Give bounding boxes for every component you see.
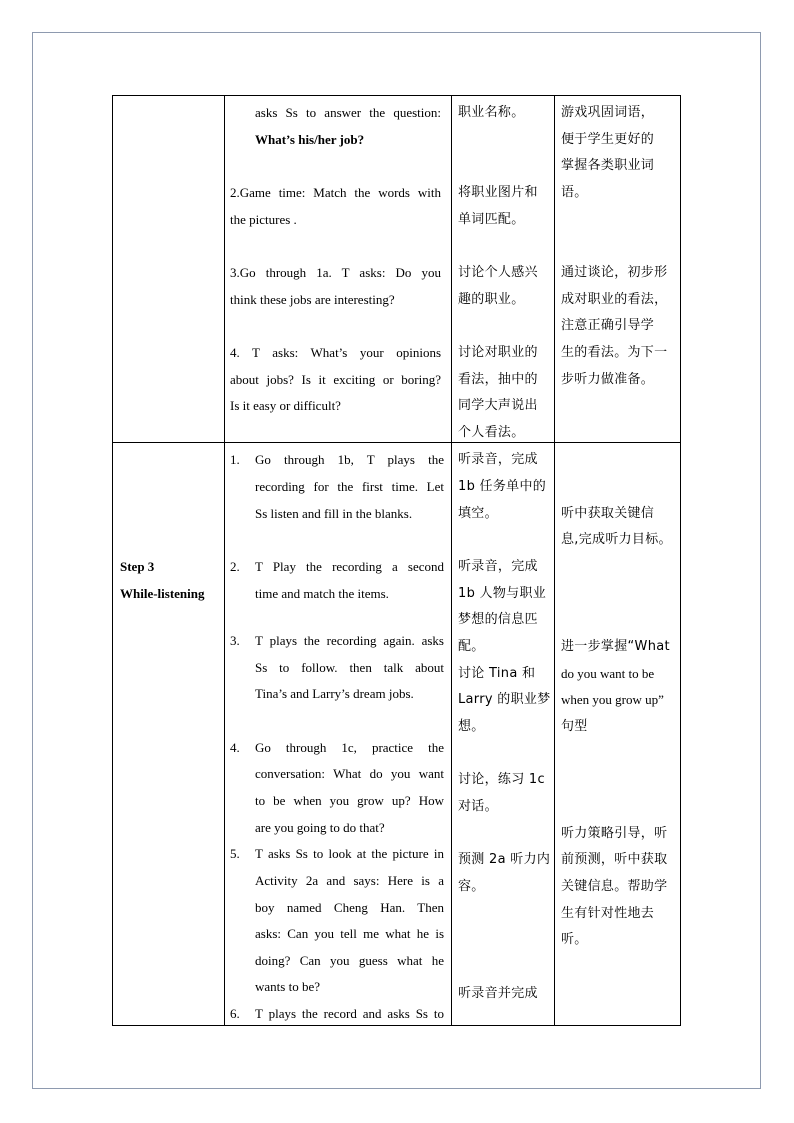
intent-line: 听力策略引导，听 [561,826,668,841]
intent-line: do you want to be [561,666,655,681]
step-name: While-listening [120,586,205,601]
intent-line: when you grow up” [561,692,664,707]
row-divider [112,442,681,443]
item-line: Tina’s and Larry’s dream jobs. [255,686,414,701]
student-line: 对话。 [458,799,498,814]
student-line: 听录音，完成 [458,452,538,467]
item-number: 5. [230,846,240,861]
student-line: 单词匹配。 [458,212,525,227]
table-border-right [680,95,681,1026]
column-divider-1 [224,95,225,1026]
intent-line: 便于学生更好的 [561,132,655,147]
student-line: 预测 2a 听力内 [458,852,551,867]
item-line: are you going to do that? [255,820,385,835]
intent-line: 游戏巩固词语， [561,105,655,120]
item-line: asks: Can you tell me what he is [255,926,444,941]
student-line: 讨论个人感兴 [458,265,538,280]
intent-line: 生的看法。为下一 [561,345,668,360]
item-line: T Play the recording a second [255,559,444,574]
intent-line: 息,完成听力目标。 [561,532,672,547]
student-line: Larry 的职业梦 [458,692,551,707]
intent-line: 句型 [561,719,588,734]
student-line: 听录音，完成 [458,559,538,574]
intent-line: 听。 [561,932,588,947]
student-line: 听录音并完成 [458,986,538,1001]
item-line: Activity 2a and says: Here is a [255,873,444,888]
student-line: 容。 [458,879,485,894]
activity-intro-line-1: asks Ss to answer the question: [255,105,441,120]
item-number: 3. [230,633,240,648]
intent-line: 前预测，听中获取 [561,852,668,867]
item-line: T plays the record and asks Ss to [255,1006,444,1021]
item-line: recording for the first time. Let [255,479,444,494]
column-divider-3 [554,95,555,1026]
step-title: Step 3 [120,559,155,574]
student-line: 同学大声说出 [458,398,538,413]
intent-line: 注意正确引导学 [561,318,655,333]
student-line: 想。 [458,719,485,734]
intent-line: 听中获取关键信 [561,506,655,521]
activity-item-4-line-1: 4. T asks: What’s your opinions [230,345,441,360]
student-line: 讨论对职业的 [458,345,538,360]
activity-intro-question: What’s his/her job? [255,132,365,147]
activity-item-2-line-2: the pictures . [230,212,297,227]
intent-line: 生有针对性地去 [561,906,655,921]
activity-item-4-line-2: about jobs? Is it exciting or boring? [230,372,441,387]
item-line: Ss listen and fill in the blanks. [255,506,413,521]
item-line: to be when you grow up? How [255,793,444,808]
student-line: 讨论 Tina 和 [458,666,536,681]
intent-line: 掌握各类职业词 [561,158,655,173]
student-line: 个人看法。 [458,425,525,440]
student-line: 将职业图片和 [458,185,538,200]
student-line: 1b 任务单中的 [458,479,547,494]
lesson-plan-table [112,95,681,1026]
student-line: 职业名称。 [458,105,525,120]
activity-item-4-line-3: Is it easy or difficult? [230,398,341,413]
table-border-top [112,95,681,96]
student-line: 配。 [458,639,485,654]
item-line: Ss to follow. then talk about [255,660,444,675]
item-number: 6. [230,1006,240,1021]
item-line: doing? Can you guess what he [255,953,444,968]
column-divider-2 [451,95,452,1026]
item-line: conversation: What do you want [255,766,444,781]
intent-line: 成对职业的看法， [561,292,668,307]
student-line: 填空。 [458,506,498,521]
intent-line: 关键信息。帮助学 [561,879,668,894]
item-number: 2. [230,559,240,574]
item-line: T plays the recording again. asks [255,633,444,648]
activity-item-3-line-1: 3.Go through 1a. T asks: Do you [230,265,441,280]
item-line: boy named Cheng Han. Then [255,900,444,915]
intent-line: 进一步掌握“What [561,639,670,654]
item-line: Go through 1c, practice the [255,740,444,755]
intent-line: 通过谈论，初步形 [561,265,668,280]
item-line: wants to be? [255,979,320,994]
student-line: 1b 人物与职业 [458,586,547,601]
activity-item-3-line-2: think these jobs are interesting? [230,292,395,307]
item-line: Go through 1b, T plays the [255,452,444,467]
student-line: 趣的职业。 [458,292,525,307]
item-number: 1. [230,452,240,467]
item-line: T asks Ss to look at the picture in [255,846,444,861]
student-line: 讨论，练习 1c [458,772,545,787]
intent-line: 语。 [561,185,588,200]
student-line: 看法，抽中的 [458,372,538,387]
student-line: 梦想的信息匹 [458,612,538,627]
activity-item-2-line-1: 2.Game time: Match the words with [230,185,441,200]
item-line: time and match the items. [255,586,389,601]
intent-line: 步听力做准备。 [561,372,655,387]
item-number: 4. [230,740,240,755]
table-border-left [112,95,113,1026]
